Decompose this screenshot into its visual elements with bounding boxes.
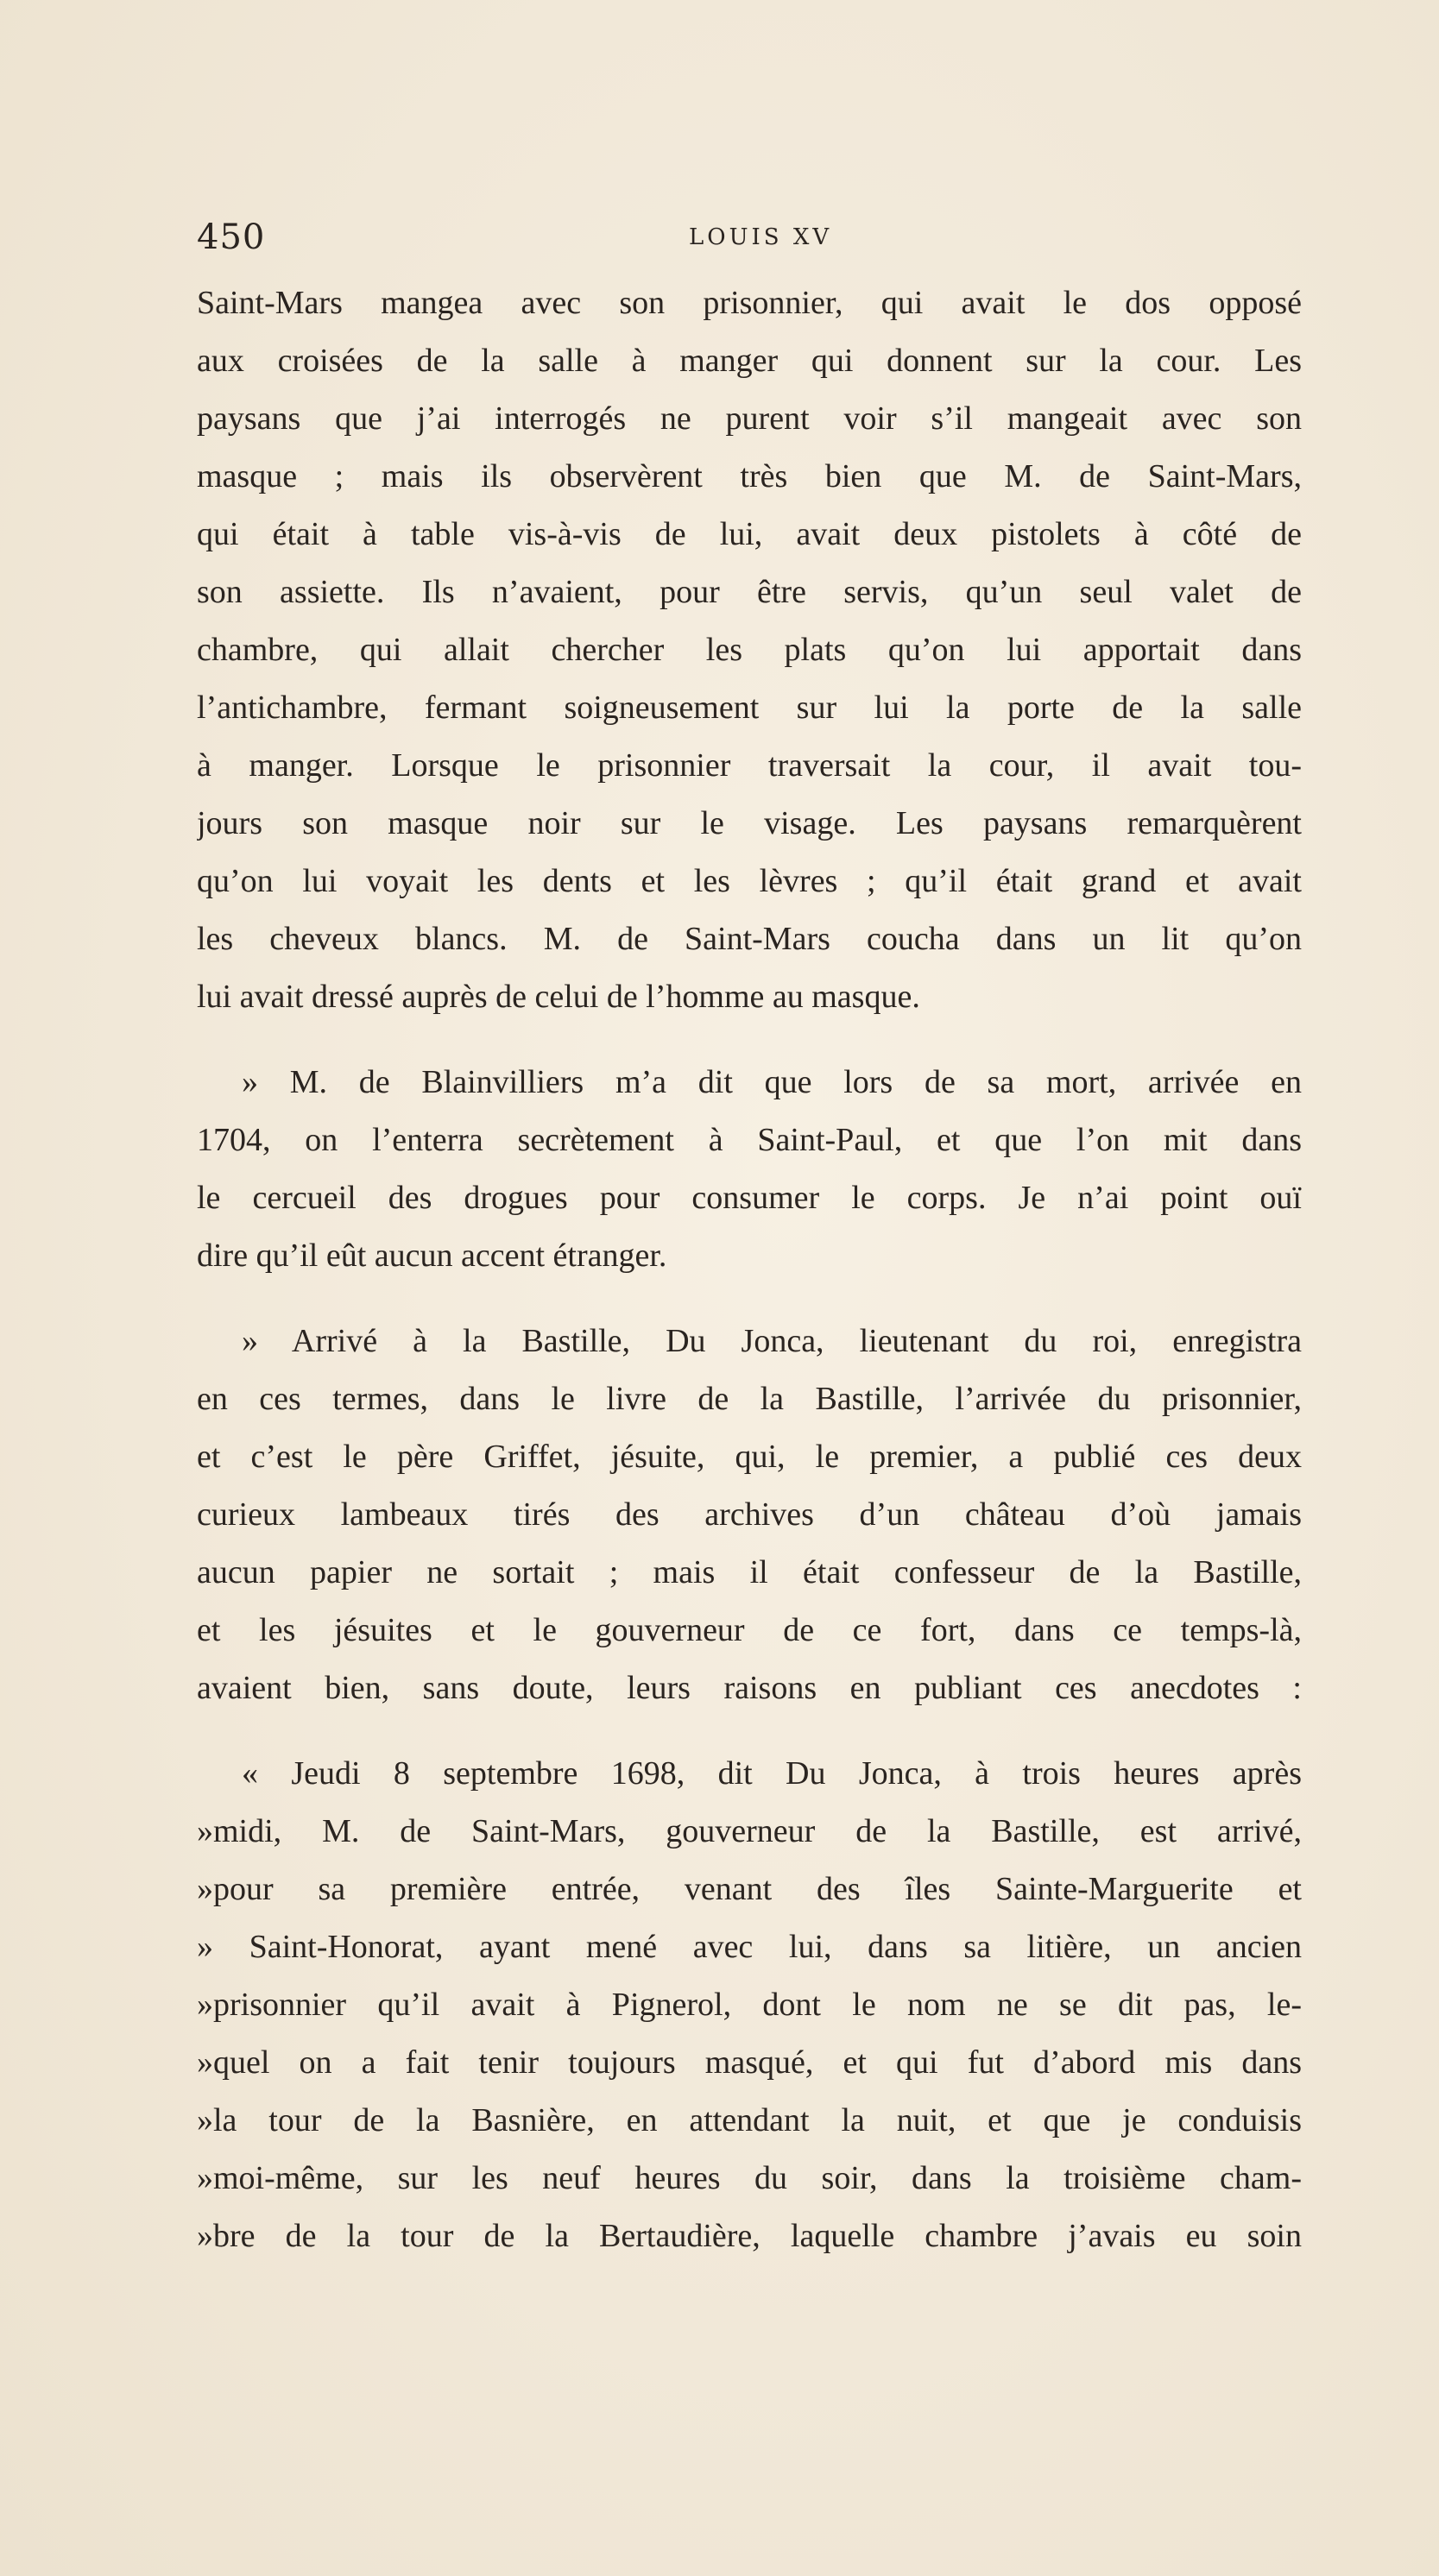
page-header xyxy=(197,217,1302,261)
text-line: »quel on a fait tenir toujours masqué, et qui fut d’abord mis dans xyxy=(197,2044,1302,2081)
text-line: »bre de la tour de la Bertaudière, laquelle chambre j’avais eu soin xyxy=(197,2218,1302,2254)
text-line: qui était à table vis-à-vis de lui, avait deux pistolets à côté de xyxy=(197,516,1302,552)
text-line: chambre, qui allait chercher les plats qu’on lui apportait dans xyxy=(197,632,1302,668)
text-line: »prisonnier qu’il avait à Pignerol, dont le nom ne se dit pas, le- xyxy=(197,1987,1302,2023)
text-line: »pour sa première entrée, venant des îles Sainte-Marguerite et xyxy=(197,1871,1302,1907)
text-line: »midi, M. de Saint-Mars, gouverneur de la Bastille, est arrivé, xyxy=(197,1813,1302,1849)
paragraph-4 xyxy=(197,1745,1302,2265)
text-line: le cercueil des drogues pour consumer le corps. Je n’ai point ouï xyxy=(197,1180,1302,1216)
paragraph-1 xyxy=(197,274,1302,1026)
text-line: et les jésuites et le gouverneur de ce fort, dans ce temps-là, xyxy=(197,1612,1302,1648)
text-line: et c’est le père Griffet, jésuite, qui, le premier, a publié ces deux xyxy=(197,1439,1302,1475)
text-line: avaient bien, sans doute, leurs raisons en publiant ces anecdotes : xyxy=(197,1670,1302,1706)
text-line: aucun papier ne sortait ; mais il était confesseur de la Bastille, xyxy=(197,1554,1302,1590)
paragraph-3 xyxy=(197,1313,1302,1717)
text-line: curieux lambeaux tirés des archives d’un château d’où jamais xyxy=(197,1496,1302,1533)
text-line: en ces termes, dans le livre de la Bastille, l’arrivée du prisonnier, xyxy=(197,1381,1302,1417)
text-line: »moi-même, sur les neuf heures du soir, dans la troisième cham- xyxy=(197,2160,1302,2196)
text-line: lui avait dressé auprès de celui de l’homme au masque. xyxy=(197,979,920,1015)
text-line: » Saint-Honorat, ayant mené avec lui, dans sa litière, un ancien xyxy=(197,1929,1302,1965)
text-line: « Jeudi 8 septembre 1698, dit Du Jonca, à trois heures après xyxy=(242,1755,1302,1792)
text-line: dire qu’il eût aucun accent étranger. xyxy=(197,1238,667,1274)
text-line: masque ; mais ils observèrent très bien que M. de Saint-Mars, xyxy=(197,458,1302,494)
text-line: son assiette. Ils n’avaient, pour être servis, qu’un seul valet de xyxy=(197,574,1302,610)
text-line: paysans que j’ai interrogés ne purent voir s’il mangeait avec son xyxy=(197,400,1302,437)
text-line: » Arrivé à la Bastille, Du Jonca, lieutenant du roi, enregistra xyxy=(242,1323,1302,1359)
text-line: jours son masque noir sur le visage. Les paysans remarquèrent xyxy=(197,805,1302,841)
body-text xyxy=(197,274,1302,2265)
paragraph-2 xyxy=(197,1054,1302,1285)
page-number: 450 xyxy=(197,217,266,257)
text-line: » M. de Blainvilliers m’a dit que lors de sa mort, arrivée en xyxy=(242,1064,1302,1100)
text-line: les cheveux blancs. M. de Saint-Mars coucha dans un lit qu’on xyxy=(197,921,1302,957)
text-line: qu’on lui voyait les dents et les lèvres ; qu’il était grand et avait xyxy=(197,863,1302,899)
text-line: aux croisées de la salle à manger qui donnent sur la cour. Les xyxy=(197,343,1302,379)
text-line: l’antichambre, fermant soigneusement sur lui la porte de la salle xyxy=(197,690,1302,726)
text-line: à manger. Lorsque le prisonnier traversait la cour, il avait tou- xyxy=(197,747,1302,784)
running-title: LOUIS XV xyxy=(689,224,833,250)
text-line: »la tour de la Basnière, en attendant la nuit, et que je conduisis xyxy=(197,2102,1302,2138)
text-line: Saint-Mars mangea avec son prisonnier, qui avait le dos opposé xyxy=(197,285,1302,321)
text-line: 1704, on l’enterra secrètement à Saint-Paul, et que l’on mit dans xyxy=(197,1122,1302,1158)
